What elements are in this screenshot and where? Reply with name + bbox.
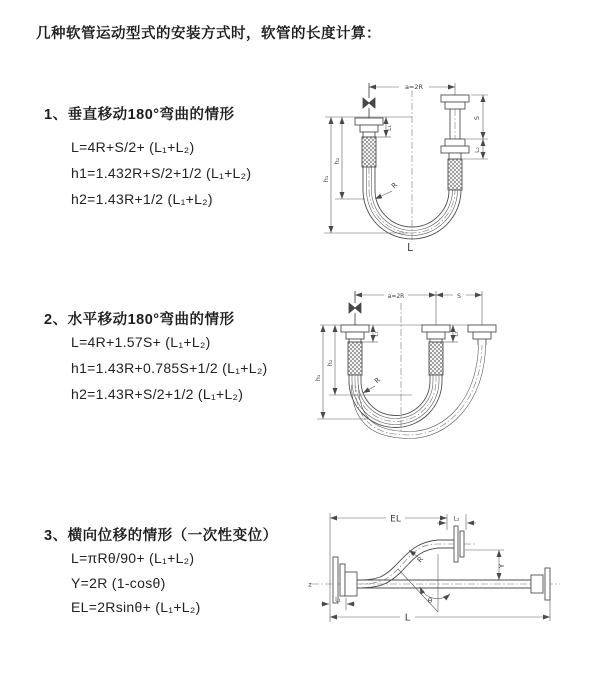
radius-callout (363, 376, 382, 393)
dim-label-a2r: a=2R (404, 83, 424, 91)
diagram-horizontal-180-bend (305, 283, 565, 453)
section-1-heading: 1、垂直移动180°弯曲的情形 (44, 107, 235, 123)
radius-label: R (390, 181, 400, 191)
length-label: L (404, 612, 411, 624)
length-label: L (407, 242, 413, 254)
valve-icon (349, 303, 361, 325)
dim-label-h1: h₁ (314, 374, 322, 382)
dim-label-s: S (457, 292, 461, 300)
break-mark: z (308, 580, 312, 589)
upper-flange (454, 526, 464, 562)
radius-callout (375, 181, 399, 199)
left-end-fitting (341, 325, 369, 375)
section-3-heading: 3、横向位移的情形（一次性变位） (44, 528, 278, 544)
right-end-fitting (468, 325, 496, 345)
dim-label-s: S (473, 115, 481, 121)
section-2-formula-h1: h1=1.43R+0.785S+1/2 (L₁+L₂) (71, 360, 268, 376)
dim-label-l2: L₂ (474, 147, 481, 153)
section-2-formula-l: L=4R+1.57S+ (L₁+L₂) (71, 334, 211, 350)
dim-l (330, 596, 550, 624)
dim-a2r-s (355, 291, 482, 325)
dim-y (465, 550, 506, 580)
braided-section (362, 137, 376, 167)
left-end-fitting (355, 118, 383, 167)
dim-l1 (321, 597, 355, 611)
section-3-formula-y: Y=2R (1-cosθ) (71, 575, 166, 591)
diagram-lateral-displacement (298, 500, 580, 635)
radius-label: R (373, 376, 383, 386)
dim-label-l1: L₁ (373, 331, 380, 337)
dim-label-a2r: a=2R (387, 292, 405, 300)
radius-label: R (415, 555, 426, 565)
page-title: 几种软管运动型式的安装方式时，软管的长度计算： (36, 26, 381, 42)
dim-label-el: EL (390, 514, 401, 525)
diagram-vertical-180-bend (305, 72, 563, 258)
dim-label-l1: L₁ (335, 596, 341, 604)
dim-label-h2: h₂ (326, 359, 334, 367)
dim-label-h2: h₂ (333, 157, 341, 165)
section-2-formula-h2: h2=1.43R+S/2+1/2 (L₁+L₂) (71, 386, 244, 402)
dim-label-l1: L₁ (386, 125, 393, 131)
right-end-fitting (441, 95, 469, 190)
dim-el (330, 513, 447, 623)
hose-u-bend (349, 375, 442, 428)
section-1-formula-l: L=4R+S/2+ (L₁+L₂) (71, 139, 195, 155)
section-1-formula-h1: h1=1.432R+S/2+1/2 (L₁+L₂) (71, 165, 252, 181)
dim-label-y: Y (498, 563, 506, 569)
dim-label-h1: h₁ (322, 175, 330, 183)
dim-h2 (326, 325, 412, 395)
dim-label-l2: L₂ (453, 331, 460, 337)
section-1-formula-h2: h2=1.43R+1/2 (L₁+L₂) (71, 191, 213, 207)
hose-shifted-position (352, 345, 486, 439)
middle-end-fitting (422, 325, 450, 375)
section-2-heading: 2、水平移动180°弯曲的情形 (44, 312, 235, 328)
braided-section (448, 159, 462, 190)
dim-label-l2: L₂ (453, 515, 460, 523)
valve-icon (363, 98, 375, 118)
section-3-formula-el: EL=2Rsinθ+ (L₁+L₂) (71, 599, 201, 615)
angle-label: θ (427, 597, 433, 605)
braided-section (348, 342, 362, 375)
section-3-formula-l: L=πRθ/90+ (L₁+L₂) (71, 550, 195, 566)
construction-lines (398, 554, 450, 612)
braided-section (429, 342, 443, 375)
right-flange (531, 568, 550, 600)
